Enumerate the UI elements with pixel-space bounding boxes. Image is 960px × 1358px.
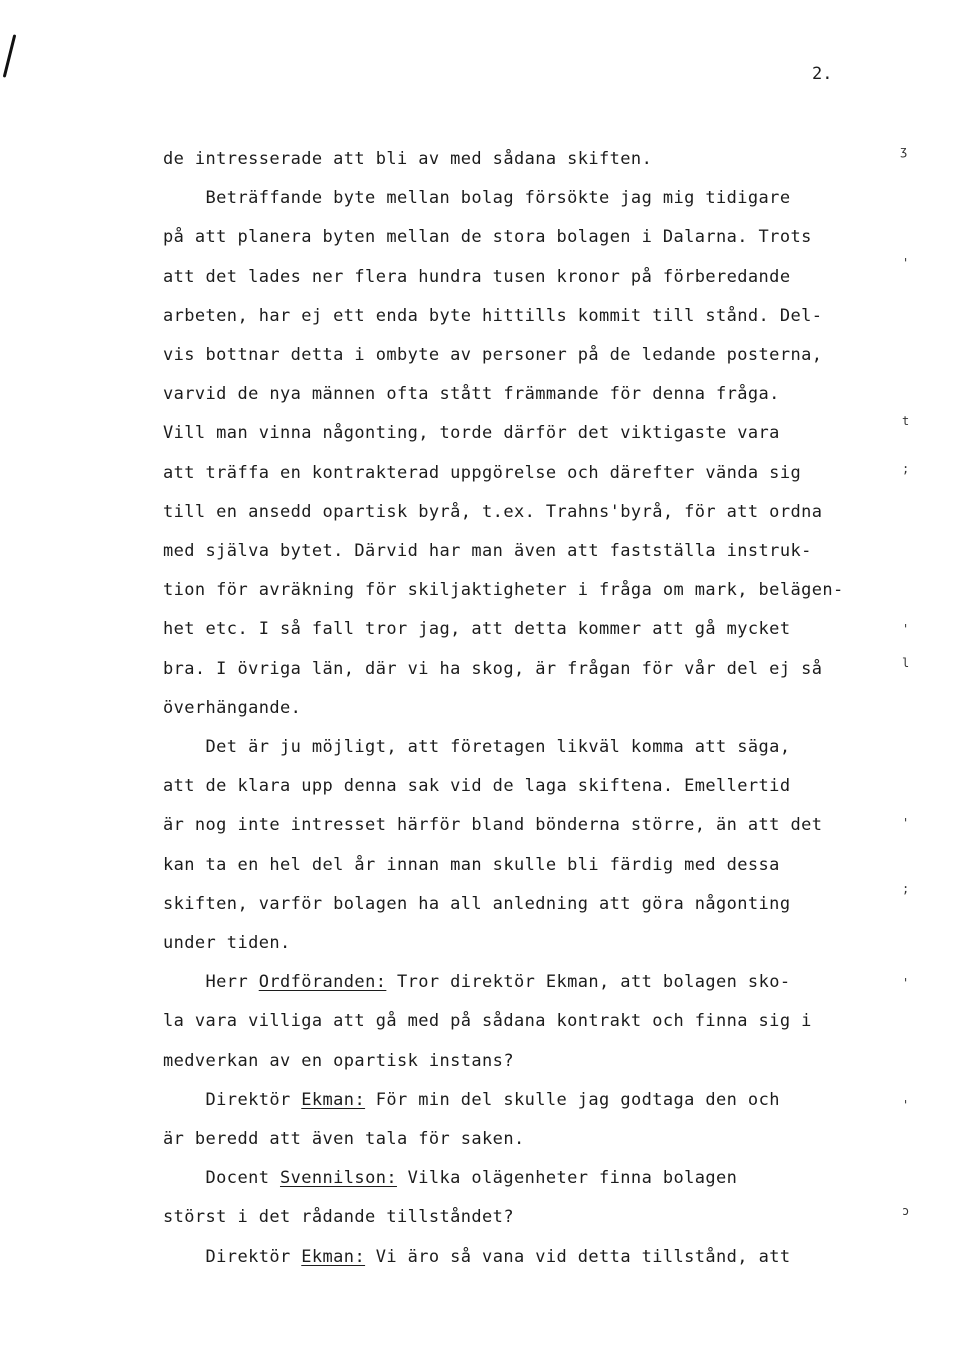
- text-segment: störst i det rådande tillståndet?: [163, 1207, 514, 1227]
- text-segment: Herr: [163, 972, 259, 992]
- text-line: [163, 659, 822, 679]
- text-segment: Direktör: [163, 1247, 302, 1267]
- margin-mark: ': [902, 816, 910, 830]
- margin-mark: ʒ: [900, 144, 908, 158]
- margin-mark: ': [902, 1098, 910, 1112]
- text-line: [163, 894, 790, 914]
- text-segment: de intresserade att bli av med sådana skiften.: [163, 149, 653, 169]
- text-segment: till en ansedd opartisk byrå, t.ex. Trahns'byrå, för att ordna: [163, 502, 823, 522]
- text-line: [163, 1168, 737, 1188]
- margin-mark: ': [902, 976, 910, 990]
- speaker-name: Svennilson:: [279, 1168, 397, 1188]
- text-line: [163, 1207, 514, 1227]
- text-segment: bra. I övriga län, där vi ha skog, är frågan för vår del ej så: [163, 659, 823, 679]
- text-segment: med själva bytet. Därvid har man även att fastställa instruk-: [163, 541, 812, 561]
- text-line: [163, 267, 790, 287]
- text-segment: het etc. I så fall tror jag, att detta kommer att gå mycket: [163, 619, 791, 639]
- text-segment: kan ta en hel del år innan man skulle bli färdig med dessa: [163, 855, 780, 875]
- text-segment: medverkan av en opartisk instans?: [163, 1051, 514, 1071]
- text-line: [163, 1051, 514, 1071]
- text-segment: Det är ju möjligt, att företagen likväl komma att säga,: [163, 737, 791, 757]
- text-segment: Vi äro så vana vid detta tillstånd, att: [365, 1247, 791, 1267]
- text-segment: vis bottnar detta i ombyte av personer på de ledande posterna,: [163, 345, 823, 365]
- text-segment: För min del skulle jag godtaga den och: [365, 1090, 780, 1110]
- text-segment: är beredd att även tala för saken.: [163, 1129, 525, 1149]
- margin-mark: ': [902, 256, 910, 270]
- text-segment: arbeten, har ej ett enda byte hittills kommit till stånd. Del-: [163, 306, 823, 326]
- text-line: [163, 580, 844, 600]
- text-line: [163, 933, 291, 953]
- text-segment: är nog inte intresset härför bland bönderna större, än att det: [163, 815, 823, 835]
- margin-mark: ': [902, 622, 910, 636]
- text-segment: tion för avräkning för skiljaktigheter i fråga om mark, belägen-: [163, 580, 844, 600]
- text-segment: Vilka olägenheter finna bolagen: [396, 1168, 738, 1188]
- text-line: [163, 149, 652, 169]
- text-segment: på att planera byten mellan de stora bolagen i Dalarna. Trots: [163, 227, 812, 247]
- text-segment: att träffa en kontrakterad uppgörelse och därefter vända sig: [163, 463, 802, 483]
- text-line: [163, 306, 822, 326]
- text-segment: att det lades ner flera hundra tusen kronor på förberedande: [163, 267, 791, 287]
- speaker-name: Ekman:: [301, 1247, 366, 1267]
- text-line: [163, 972, 790, 992]
- corner-pen-mark: [3, 34, 17, 77]
- page-number: 2.: [812, 64, 833, 84]
- text-segment: att de klara upp denna sak vid de laga skiftena. Emellertid: [163, 776, 791, 796]
- text-line: [163, 345, 822, 365]
- text-line: [163, 855, 780, 875]
- speaker-name: Ordföranden:: [258, 972, 387, 992]
- text-segment: Direktör: [163, 1090, 302, 1110]
- text-line: [163, 1011, 812, 1031]
- text-line: [163, 423, 780, 443]
- text-line: [163, 1247, 790, 1267]
- margin-mark: ;: [902, 462, 910, 476]
- text-segment: under tiden.: [163, 933, 291, 953]
- text-line: [163, 1090, 780, 1110]
- text-line: [163, 227, 812, 247]
- text-line: [163, 619, 790, 639]
- text-line: [163, 776, 790, 796]
- text-segment: la vara villiga att gå med på sådana kontrakt och finna sig i: [163, 1011, 812, 1031]
- text-segment: skiften, varför bolagen ha all anledning att göra någonting: [163, 894, 791, 914]
- text-line: [163, 384, 780, 404]
- text-line: [163, 737, 790, 757]
- text-segment: Tror direktör Ekman, att bolagen sko-: [386, 972, 791, 992]
- margin-mark: ;: [902, 882, 910, 896]
- text-line: [163, 188, 790, 208]
- speaker-name: Ekman:: [301, 1090, 366, 1110]
- text-line: [163, 815, 822, 835]
- text-line: [163, 541, 812, 561]
- text-line: [163, 1129, 525, 1149]
- margin-mark: t: [902, 414, 910, 428]
- margin-mark: l: [902, 656, 910, 670]
- text-line: [163, 463, 801, 483]
- text-line: [163, 502, 822, 522]
- text-segment: Vill man vinna någonting, torde därför det viktigaste vara: [163, 423, 780, 443]
- text-segment: överhängande.: [163, 698, 302, 718]
- text-line: [163, 698, 301, 718]
- text-segment: Beträffande byte mellan bolag försökte jag mig tidigare: [163, 188, 791, 208]
- text-segment: Docent: [163, 1168, 280, 1188]
- text-segment: varvid de nya männen ofta stått främmande för denna fråga.: [163, 384, 780, 404]
- margin-mark: ɔ: [902, 1204, 910, 1218]
